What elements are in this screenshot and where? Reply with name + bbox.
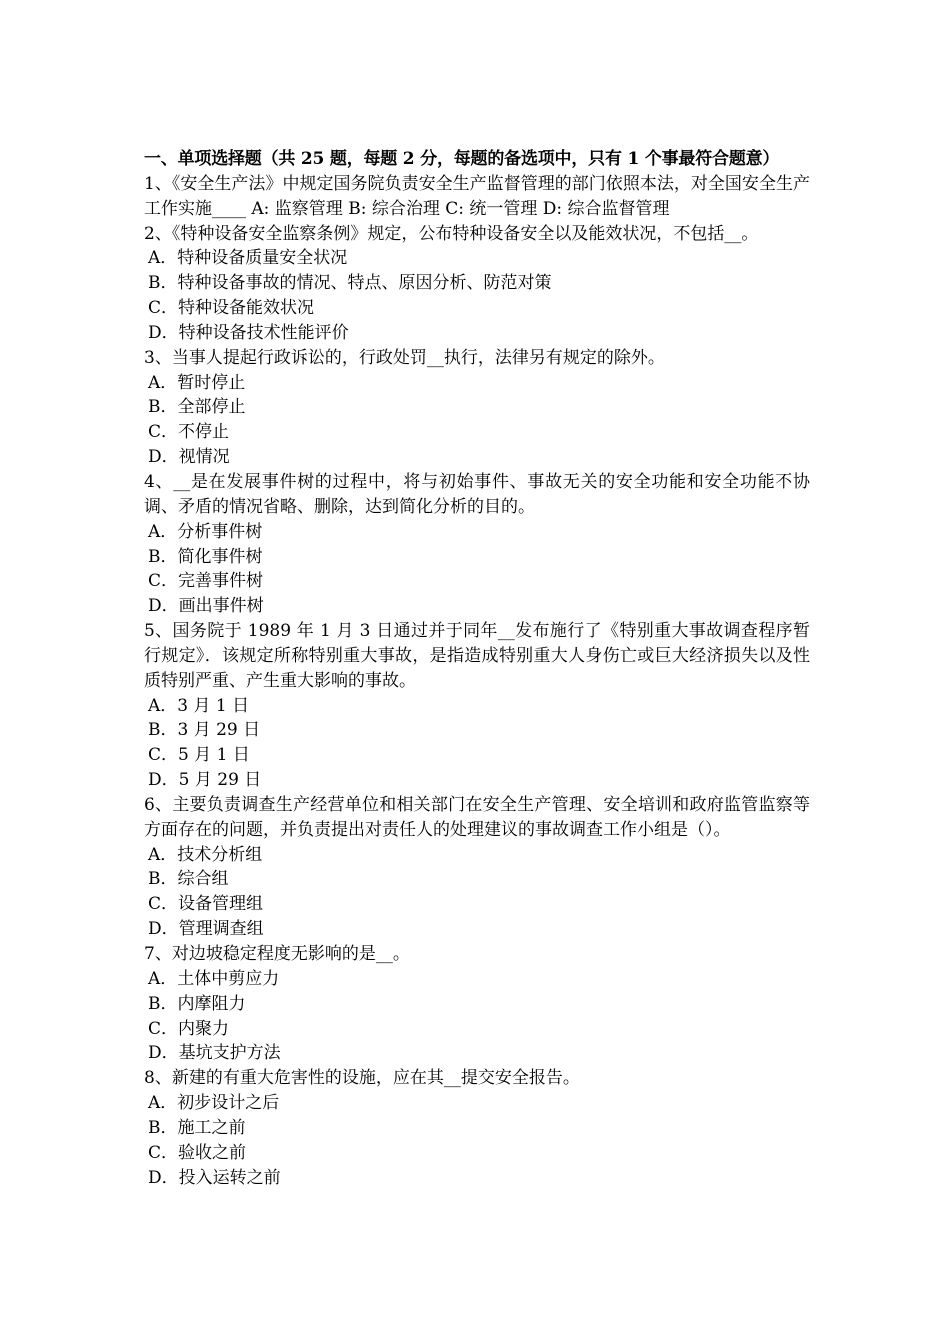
answer-option: B．施工之前 [148, 1117, 246, 1138]
question-text: 3、当事人提起行政诉讼的，行政处罚__执行，法律另有规定的除外。 [144, 347, 665, 368]
answer-option: D．基坑支护方法 [148, 1043, 281, 1064]
answer-option: C．完善事件树 [148, 571, 264, 592]
question-text: 7、对边坡稳定程度无影响的是__。 [144, 944, 410, 964]
question-text: 8、新建的有重大危害性的设施，应在其__提交安全报告。 [144, 1068, 580, 1089]
answer-option: D．5 月 29 日 [148, 770, 262, 791]
answer-option: D．画出事件树 [148, 596, 264, 617]
answer-option: A．特种设备质量安全状况 [148, 248, 348, 269]
question-list [144, 172, 810, 1191]
answer-option: C．特种设备能效状况 [148, 298, 315, 319]
document-page [144, 147, 810, 1190]
answer-option: A．初步设计之后 [148, 1093, 280, 1114]
answer-option: C．5 月 1 日 [148, 745, 250, 766]
question-text: 6、主要负责调查生产经营单位和相关部门在安全生产管理、安全培训和政府监管监察等方面存在的问题，并负责提出对责任人的处理建议的事故调查工作小组是（）。 [144, 794, 810, 840]
question-text: 1、《安全生产法》中规定国务院负责安全生产监督管理的部门依照本法，对全国安全生产工作实施____ A: 监察管理 B: 综合治理 C: 统一管理 D: 综合监督管理 [144, 173, 810, 219]
answer-option: B．综合组 [148, 869, 229, 890]
answer-option: A．3 月 1 日 [148, 695, 250, 716]
question-text: 5、国务院于 1989 年 1 月 3 日通过并于同年__发布施行了《特别重大事故调查程序暂行规定》．该规定所称特别重大事故，是指造成特别重大人身伤亡或巨大经济损失以及性质特别严重、产生重大影响的事故。 [144, 621, 810, 691]
answer-option: A．土体中剪应力 [148, 968, 280, 989]
answer-option: C．验收之前 [148, 1142, 247, 1163]
answer-option: D．视情况 [148, 447, 230, 468]
question-text: 4、__是在发展事件树的过程中，将与初始事件、事故无关的安全功能和安全功能不协调、矛盾的情况省略、删除，达到简化分析的目的。 [144, 471, 810, 517]
answer-option: D．投入运转之前 [148, 1167, 281, 1188]
answer-option: A．技术分析组 [148, 844, 263, 865]
answer-option: C．设备管理组 [148, 894, 264, 915]
answer-option: C．不停止 [148, 422, 230, 443]
answer-option: D．管理调查组 [148, 919, 264, 940]
answer-option: B．简化事件树 [148, 546, 263, 567]
answer-option: A．分析事件树 [148, 521, 263, 542]
answer-option: B．特种设备事故的情况、特点、原因分析、防范对策 [148, 273, 552, 294]
answer-option: A．暂时停止 [148, 372, 246, 393]
answer-option: B．3 月 29 日 [148, 720, 261, 741]
answer-option: B．内摩阻力 [148, 993, 246, 1014]
answer-option: B．全部停止 [148, 397, 246, 418]
question-text: 2、《特种设备安全监察条例》规定，公布特种设备安全以及能效状况，不包括__。 [144, 223, 759, 244]
answer-option: D．特种设备技术性能评价 [148, 322, 349, 343]
section-title: 一、单项选择题（共 25 题，每题 2 分，每题的备选项中，只有 1 个事最符合题意） [144, 149, 780, 169]
answer-option: C．内聚力 [148, 1018, 230, 1039]
